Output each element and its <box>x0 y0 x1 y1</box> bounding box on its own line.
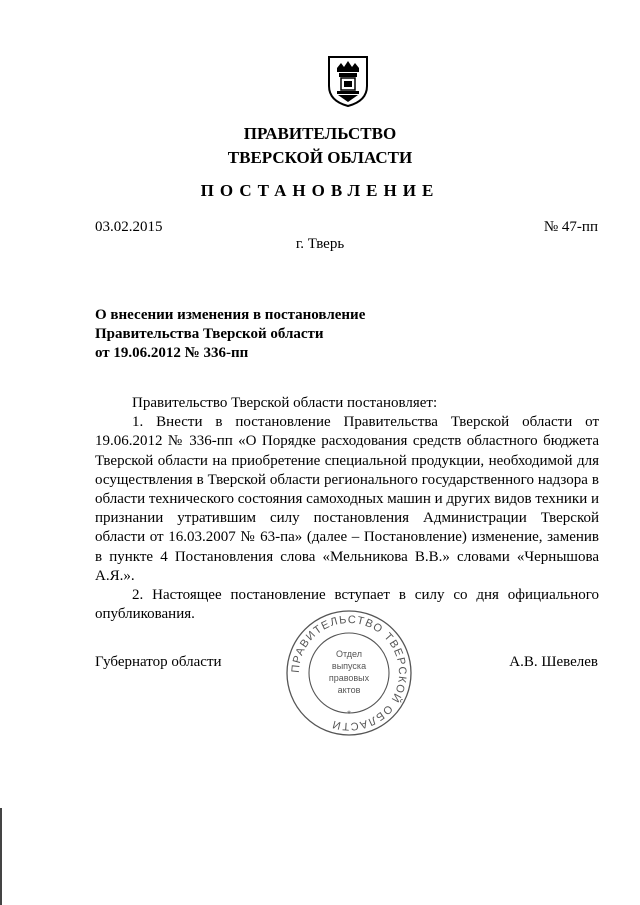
svg-text:*: * <box>347 709 351 719</box>
official-stamp <box>284 608 414 738</box>
document-date: 03.02.2015 <box>95 219 163 235</box>
document-body <box>95 394 599 624</box>
coat-of-arms-emblem <box>326 54 370 108</box>
body-item-2: 2. Настоящее постановление вступает в силу со дня официального опубликования. <box>95 587 599 623</box>
signatory-name: А.В. Шевелев <box>509 654 598 670</box>
government-heading-line1: ПРАВИТЕЛЬСТВО <box>243 124 397 143</box>
subject-line2: Правительства Тверской области <box>95 326 324 342</box>
stamp-center-line2: выпуска <box>331 661 367 671</box>
document-type-heading: ПОСТАНОВЛЕНИЕ <box>200 181 440 200</box>
government-heading <box>0 122 640 170</box>
signatory-title: Губернатор области <box>95 654 222 670</box>
document-city: г. Тверь <box>295 236 345 252</box>
body-intro: Правительство Тверской области постановляет: <box>132 395 438 411</box>
subject-line3: от 19.06.2012 № 336-пп <box>95 345 249 361</box>
stamp-center-line3: правовых <box>328 673 370 683</box>
body-item-1: 1. Внести в постановление Правительства Тверской области от 19.06.2012 № 336-пп «О Порядке расходования средств областного бюджета Тверской области на приобретение специальной продукции, необходимой для осуществления в Тверской области регионального государственного надзора в области технического состояния самоходных машин и других видов техники и признании утратившим силу постановления Администрации Тверской области от 16.03.2007 № 63-па» (далее – Постановление) изменение, заменив в пункте 4 Постановления слова «Мельникова В.В.» словами «Чернышова А.Я.». <box>95 414 599 584</box>
document-subject <box>95 306 435 363</box>
government-heading-line2: ТВЕРСКОЙ ОБЛАСТИ <box>227 148 413 167</box>
scan-edge-mark <box>0 808 2 905</box>
stamp-ring-text: ПРАВИТЕЛЬСТВО ТВЕРСКОЙ ОБЛАСТИ <box>289 613 409 733</box>
stamp-center-line1: Отдел <box>335 649 363 659</box>
stamp-center-line4: актов <box>337 685 361 695</box>
subject-line1: О внесении изменения в постановление <box>95 307 366 323</box>
document-number: № 47-пп <box>543 219 598 235</box>
